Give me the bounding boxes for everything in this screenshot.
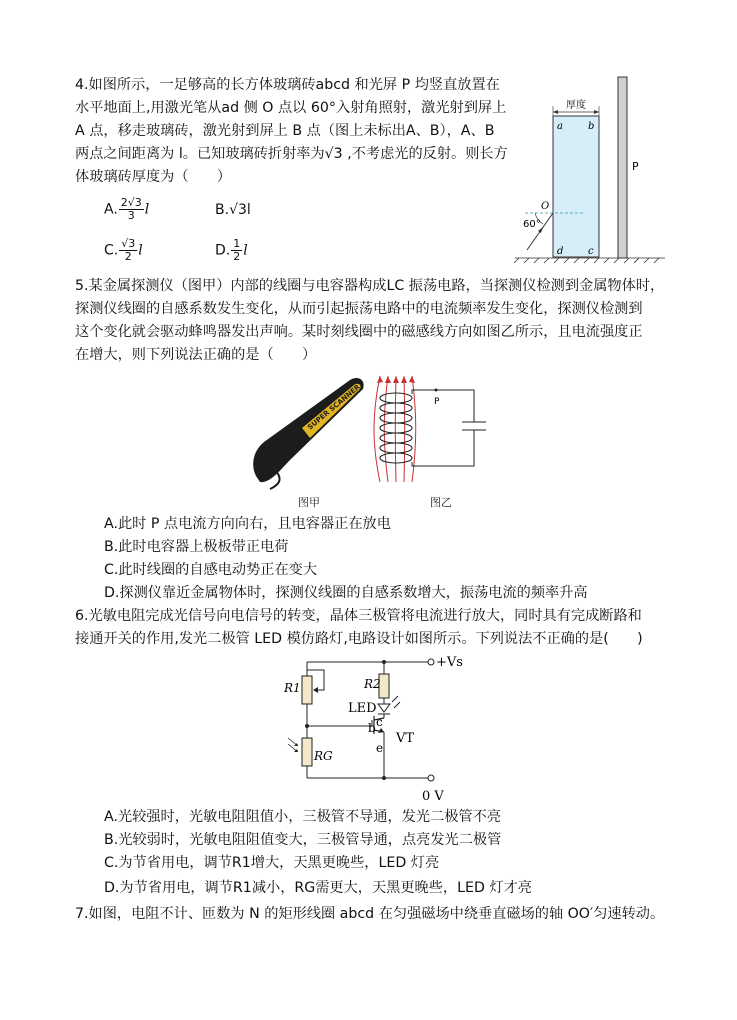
- ground: [514, 258, 665, 263]
- q4-line-3: A 点，移走玻璃砖，激光射到屏上 B 点（图上未标出A、B），A、B: [75, 123, 495, 139]
- transistor-circuit-figure: [280, 652, 490, 804]
- fraction-numerator: 2√3: [120, 196, 142, 209]
- option-variable: l: [138, 242, 143, 259]
- vt-label: VT: [396, 731, 415, 746]
- corner-a-label: a: [557, 121, 563, 132]
- q5-line-1: 5.某金属探测仪（图甲）内部的线圈与电容器构成LC 振荡电路，当探测仪检测到金属物体时，: [75, 278, 665, 294]
- resistor-r1: [302, 676, 312, 704]
- q5-line-2: 探测仪线圈的自感系数发生变化，从而引起振荡电路中的电流频率发生变化，探测仪检测到: [75, 301, 643, 317]
- angle-label: 60°: [523, 219, 541, 230]
- caption-figure-a: 图甲: [298, 496, 320, 509]
- caption-figure-b: 图乙: [430, 496, 452, 509]
- q4-figure: [505, 72, 675, 264]
- q4-line-2: 水平地面上,用激光笔从ad 侧 O 点以 60°入射角照射，激光射到屏上: [75, 100, 507, 116]
- led-symbol: [378, 696, 400, 714]
- q5-option-c[interactable]: C.此时线圈的自感电动势正在变大: [104, 562, 318, 578]
- q4-option-a[interactable]: [104, 197, 149, 222]
- fraction: [119, 197, 144, 222]
- screen-p-label: P: [632, 160, 639, 173]
- metal-detector-image: [250, 372, 370, 492]
- glass-block: [553, 116, 599, 257]
- photoresistor-rg: [302, 738, 312, 766]
- q4-option-c[interactable]: [104, 238, 143, 263]
- q5-line-4: 在增大，则下列说法正确的是（ ）: [75, 347, 317, 363]
- fraction: [231, 238, 242, 263]
- option-label: A.: [104, 201, 118, 218]
- fraction-denominator: 2: [124, 250, 132, 263]
- option-variable: l: [243, 242, 248, 259]
- fraction-denominator: 3: [127, 209, 135, 222]
- q5-option-d[interactable]: D.探测仪靠近金属物体时，探测仪线圈的自感系数增大，振荡电流的频率升高: [104, 585, 588, 601]
- corner-b-label: b: [588, 121, 595, 132]
- screen-p: [618, 77, 627, 258]
- q4-line-5: 体玻璃砖厚度为（ ）: [75, 169, 232, 185]
- option-label: D.: [215, 242, 231, 259]
- r2-label: R2: [364, 677, 381, 691]
- r1-label: R1: [284, 681, 301, 695]
- fraction-numerator: 1: [233, 237, 241, 250]
- q4-line-1: 4.如图所示，一足够高的长方体玻璃砖abcd 和光屏 P 均竖直放置在: [75, 77, 500, 93]
- fraction-numerator: √3: [121, 237, 136, 250]
- corner-c-label: c: [588, 246, 594, 257]
- rg-label: RG: [314, 749, 333, 763]
- detector-brand: SUPER SCANNER: [306, 383, 362, 432]
- zero-volt-label: 0 V: [422, 789, 444, 804]
- q4-line-4: 两点之间距离为 l。已知玻璃砖折射率为√3 ,不考虑光的反射。则长方: [75, 146, 508, 162]
- fraction-denominator: 2: [233, 250, 241, 263]
- q7-line-1: 7.如图，电阻不计、匝数为 N 的矩形线圈 abcd 在匀强磁场中绕垂直磁场的轴 OO′匀速转动。: [75, 906, 665, 922]
- q4-option-b[interactable]: [215, 200, 251, 220]
- collector-label: c: [376, 715, 383, 729]
- q6-option-d[interactable]: D.为节省用电，调节R1减小，RG需更大，天黑更晚些，LED 灯才亮: [104, 880, 532, 896]
- option-label: C.: [104, 242, 119, 259]
- q5-option-b[interactable]: B.此时电容器上极板带正电荷: [104, 539, 289, 555]
- corner-d-label: d: [557, 246, 564, 257]
- point-o-label: O: [541, 201, 550, 212]
- q6-option-a[interactable]: A.光较强时，光敏电阻阻值小，三极管不导通，发光二极管不亮: [104, 809, 502, 825]
- led-label: LED: [348, 701, 377, 716]
- coil-circuit-figure: [370, 374, 490, 486]
- option-label: B.: [215, 202, 230, 218]
- circuit-wires: [412, 390, 486, 466]
- q6-line-2: 接通开关的作用,发光二极管 LED 模仿路灯,电路设计如图所示。下列说法不正确的是( ): [75, 631, 643, 647]
- vs-label: +Vs: [436, 655, 463, 670]
- fraction: [119, 238, 137, 263]
- point-p-label: P: [434, 397, 440, 407]
- option-variable: l: [144, 201, 150, 218]
- base-label: b: [368, 721, 376, 735]
- q6-option-b[interactable]: B.光较弱时，光敏电阻阻值变大，三极管导通，点亮发光二极管: [104, 832, 502, 848]
- option-text: √3l: [229, 202, 251, 218]
- q5-option-a[interactable]: A.此时 P 点电流方向向右，且电容器正在放电: [104, 516, 391, 532]
- thickness-label: 厚度: [566, 100, 586, 111]
- q6-option-c[interactable]: C.为节省用电，调节R1增大，天黑更晚些，LED 灯亮: [104, 855, 440, 871]
- q6-line-1: 6.光敏电阻完成光信号向电信号的转变，晶体三极管将电流进行放大，同时具有完成断路和: [75, 608, 642, 624]
- q4-option-d[interactable]: [215, 238, 248, 263]
- q5-line-3: 这个变化就会驱动蜂鸣器发出声响。某时刻线圈中的磁感线方向如图乙所示，且电流强度正: [75, 324, 643, 340]
- emitter-label: e: [376, 741, 384, 755]
